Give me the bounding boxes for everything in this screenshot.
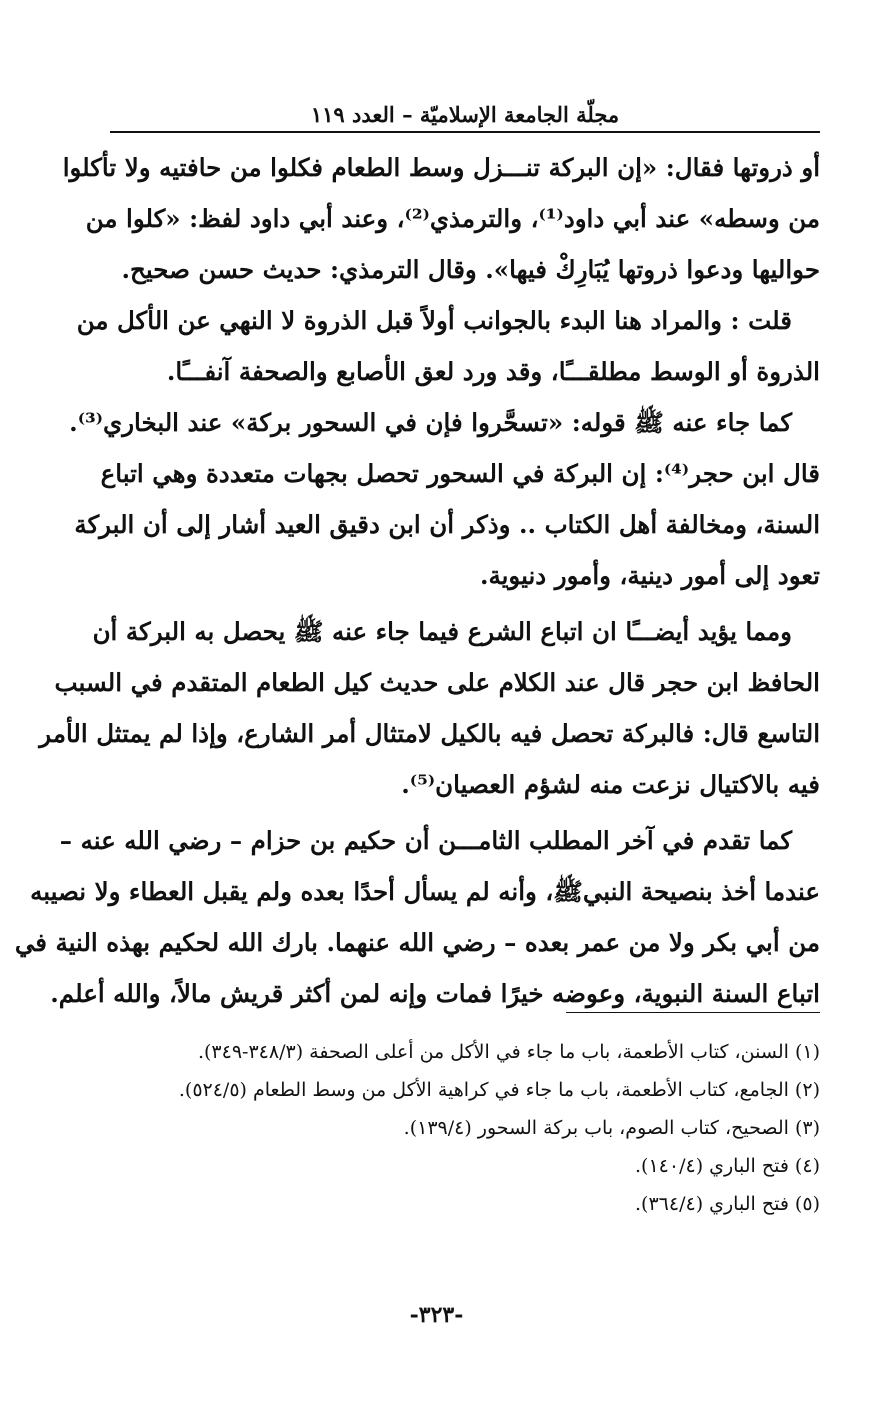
journal-header: مجلّة الجامعة الإسلاميّة – العدد ١١٩ bbox=[310, 102, 620, 127]
text-line: الذروة أو الوسط مطلقـــًا، وقد ورد لعق الأصابع والصحفة آنفـــًا. bbox=[166, 357, 820, 386]
text-line: حواليها ودعوا ذروتها يُبَارِكْ فيها». وقال الترمذي: حديث حسن صحيح. bbox=[121, 255, 820, 284]
text-line: قلت : والمراد هنا البدء بالجوانب أولاً قبل الذروة لا النهي عن الأكل من bbox=[76, 306, 792, 335]
text-line: فيه بالاكتيال نزعت منه لشؤم العصيان⁽⁵⁾. bbox=[401, 770, 820, 799]
text-line: قال ابن حجر⁽⁴⁾: إن البركة في السحور تحصل بجهات متعددة وهي اتباع bbox=[100, 459, 820, 488]
page-number: -٣٢٣- bbox=[409, 1302, 464, 1328]
header-divider bbox=[110, 131, 820, 133]
footnote: (١) السنن، كتاب الأطعمة، باب ما جاء في الأكل من أعلى الصحفة (٣٤٨/٣-٣٤٩). bbox=[197, 1041, 820, 1063]
footnotes bbox=[110, 1033, 820, 1223]
footnote-divider bbox=[566, 1012, 820, 1013]
text-line: السنة، ومخالفة أهل الكتاب .. وذكر أن ابن دقيق العيد أشار إلى أن البركة bbox=[74, 510, 820, 539]
text-line: تعود إلى أمور دينية، وأمور دنيوية. bbox=[479, 561, 820, 590]
text-line: كما جاء عنه ﷺ قوله: «تسحَّروا فإن في السحور بركة» عند البخاري⁽³⁾. bbox=[69, 408, 792, 437]
text-line: التاسع قال: فالبركة تحصل فيه بالكيل لامتثال أمر الشارع، وإذا لم يمتثل الأمر bbox=[39, 719, 820, 748]
body-text bbox=[14, 142, 820, 1019]
footnote: (٤) فتح الباري (١٤٠/٤). bbox=[635, 1155, 820, 1177]
text-line: أو ذروتها فقال: «إن البركة تنـــزل وسط الطعام فكلوا من حافتيه ولا تأكلوا bbox=[62, 153, 820, 182]
text-line: من أبي بكر ولا من عمر بعده – رضي الله عنهما. بارك الله لحكيم بهذه النية في bbox=[14, 928, 820, 957]
text-line: كما تقدم في آخر المطلب الثامـــن أن حكيم بن حزام – رضي الله عنه – bbox=[59, 826, 792, 855]
footnote: (٣) الصحيح، كتاب الصوم، باب بركة السحور (١٣٩/٤). bbox=[403, 1117, 820, 1139]
text-line: عندما أخذ بنصيحة النبيﷺ، وأنه لم يسأل أحدًا بعده ولم يقبل العطاء ولا نصيبه bbox=[30, 877, 820, 906]
footnote: (٢) الجامع، كتاب الأطعمة، باب ما جاء في كراهية الأكل من وسط الطعام (٥٢٤/٥). bbox=[178, 1079, 820, 1101]
text-line: ومما يؤيد أيضـــًا ان اتباع الشرع فيما جاء عنه ﷺ يحصل به البركة أن bbox=[92, 617, 792, 646]
footnote: (٥) فتح الباري (٣٦٤/٤). bbox=[635, 1193, 820, 1215]
text-line: من وسطه» عند أبي داود⁽¹⁾، والترمذي⁽²⁾، وعند أبي داود لفظ: «كلوا من bbox=[85, 204, 820, 233]
text-line: اتباع السنة النبوية، وعوضه خيرًا فمات وإنه لمن أكثر قريش مالاً، والله أعلم. bbox=[50, 979, 820, 1008]
text-line: الحافظ ابن حجر قال عند الكلام على حديث كيل الطعام المتقدم في السبب bbox=[54, 668, 820, 697]
